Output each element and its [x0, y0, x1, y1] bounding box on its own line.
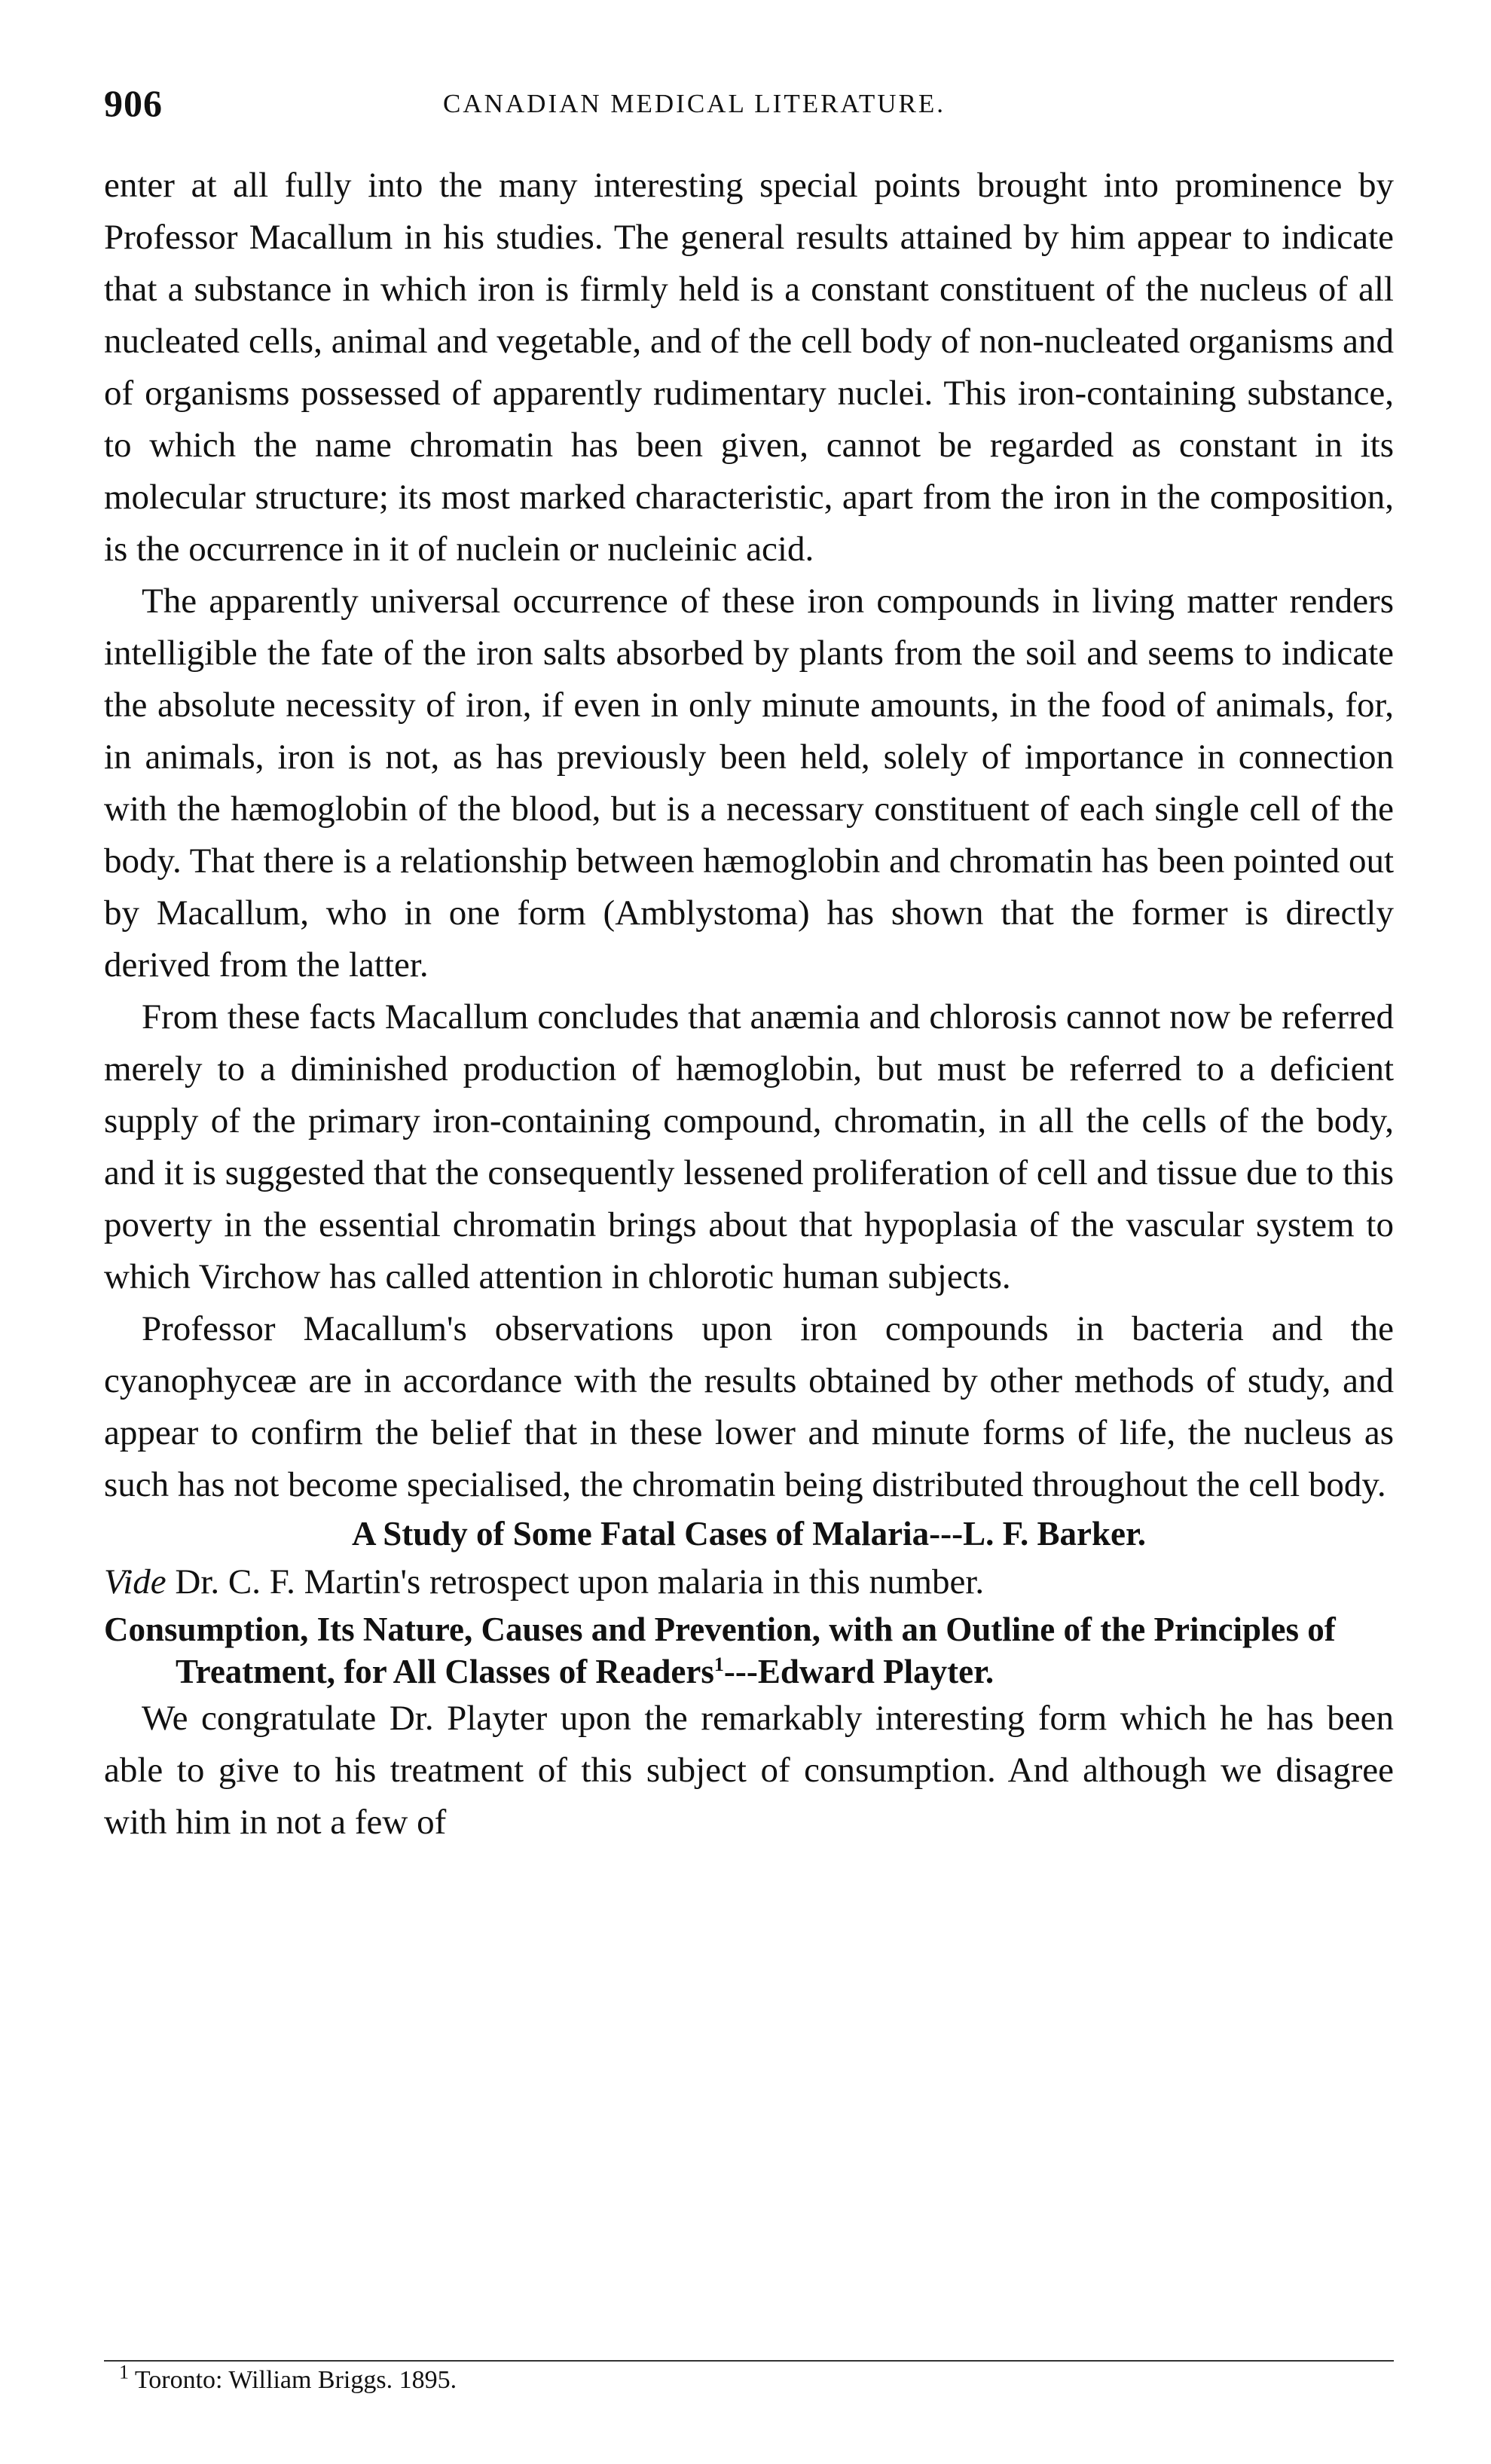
footnote-rule — [104, 2360, 1394, 2362]
heading-author: ---Edward Playter. — [723, 1653, 995, 1690]
cross-reference-text: Dr. C. F. Martin's retrospect upon malaria in this number. — [166, 1562, 985, 1601]
review-paragraph: We congratulate Dr. Playter upon the remarkably interesting form which he has been able to give to his treatment of this subject of consumption. And although we disagree with him in not a few of — [104, 1699, 1394, 1842]
cross-reference-note — [104, 1556, 1394, 1608]
paragraph: The apparently universal occurrence of these iron compounds in living matter renders intelligible the fate of the iron salts absorbed by plants from the soil and seems to indicate the absolute necessity of iron, if even in only minute amounts, in the food of animals, for, in animals, iron is not, as has previously been held, solely of importance in connection with the hæmoglobin of the blood, but is a necessary constituent of each single cell of the body. That there is a relationship between hæmoglobin and chromatin has been pointed out by Macallum, who in one form (Amblystoma) has shown that the former is directly derived from the latter. — [104, 582, 1394, 985]
paragraph: From these facts Macallum concludes that anæmia and chlorosis cannot now be referred merely to a diminished production of hæmoglobin, but must be referred to a deficient supply of the primary iron-containing compound, chromatin, in all the cells of the body, and it is suggested that the consequently lessened proliferation of cell and tissue due to this poverty in the essential chromatin brings about that hypoplasia of the vascular system to which Virchow has called attention in chlorotic human subjects. — [104, 997, 1394, 1296]
heading-title: Consumption, Its Nature, Causes and Prevention, with an Outline of the Principles of Treatment, for All Classes of Readers — [104, 1611, 1336, 1690]
footnote-mark: 1 — [119, 2361, 129, 2383]
paragraph: Professor Macallum's observations upon iron compounds in bacteria and the cyanophyceæ are in accordance with the results obtained by other methods of study, and appear to confirm the belief that in these lower and minute forms of life, the nucleus as such has not become specialised, the chromatin being distributed throughout the cell body. — [104, 1309, 1394, 1504]
paragraph-continued: enter at all fully into the many interesting special points brought into prominence by Professor Macallum in his studies. The general results attained by him appear to indicate that a substance in which iron is firmly held is a constant constituent of the nucleus of all nucleated cells, animal and vegetable, and of the cell body of non-nucleated organisms and of organisms possessed of apparently rudimentary nuclei. This iron-containing substance, to which the name chromatin has been given, cannot be regarded as constant in its molecular structure; its most marked characteristic, apart from the iron in the composition, is the occurrence in it of nuclein or nucleinic acid. — [104, 166, 1394, 569]
footnote-reference: 1 — [713, 1653, 724, 1675]
main-text — [104, 160, 1394, 1849]
running-head — [104, 81, 1394, 134]
article-heading-malaria: A Study of Some Fatal Cases of Malaria---L. F. Barker. — [351, 1515, 1147, 1553]
footnote — [119, 2363, 457, 2398]
page-number: 906 — [104, 82, 163, 124]
article-heading-consumption — [104, 1608, 1394, 1693]
journal-title: CANADIAN MEDICAL LITERATURE. — [443, 89, 946, 118]
vide-word: Vide — [104, 1562, 167, 1601]
footnote-text: Toronto: William Briggs. 1895. — [129, 2366, 457, 2394]
book-page — [104, 0, 1394, 2464]
